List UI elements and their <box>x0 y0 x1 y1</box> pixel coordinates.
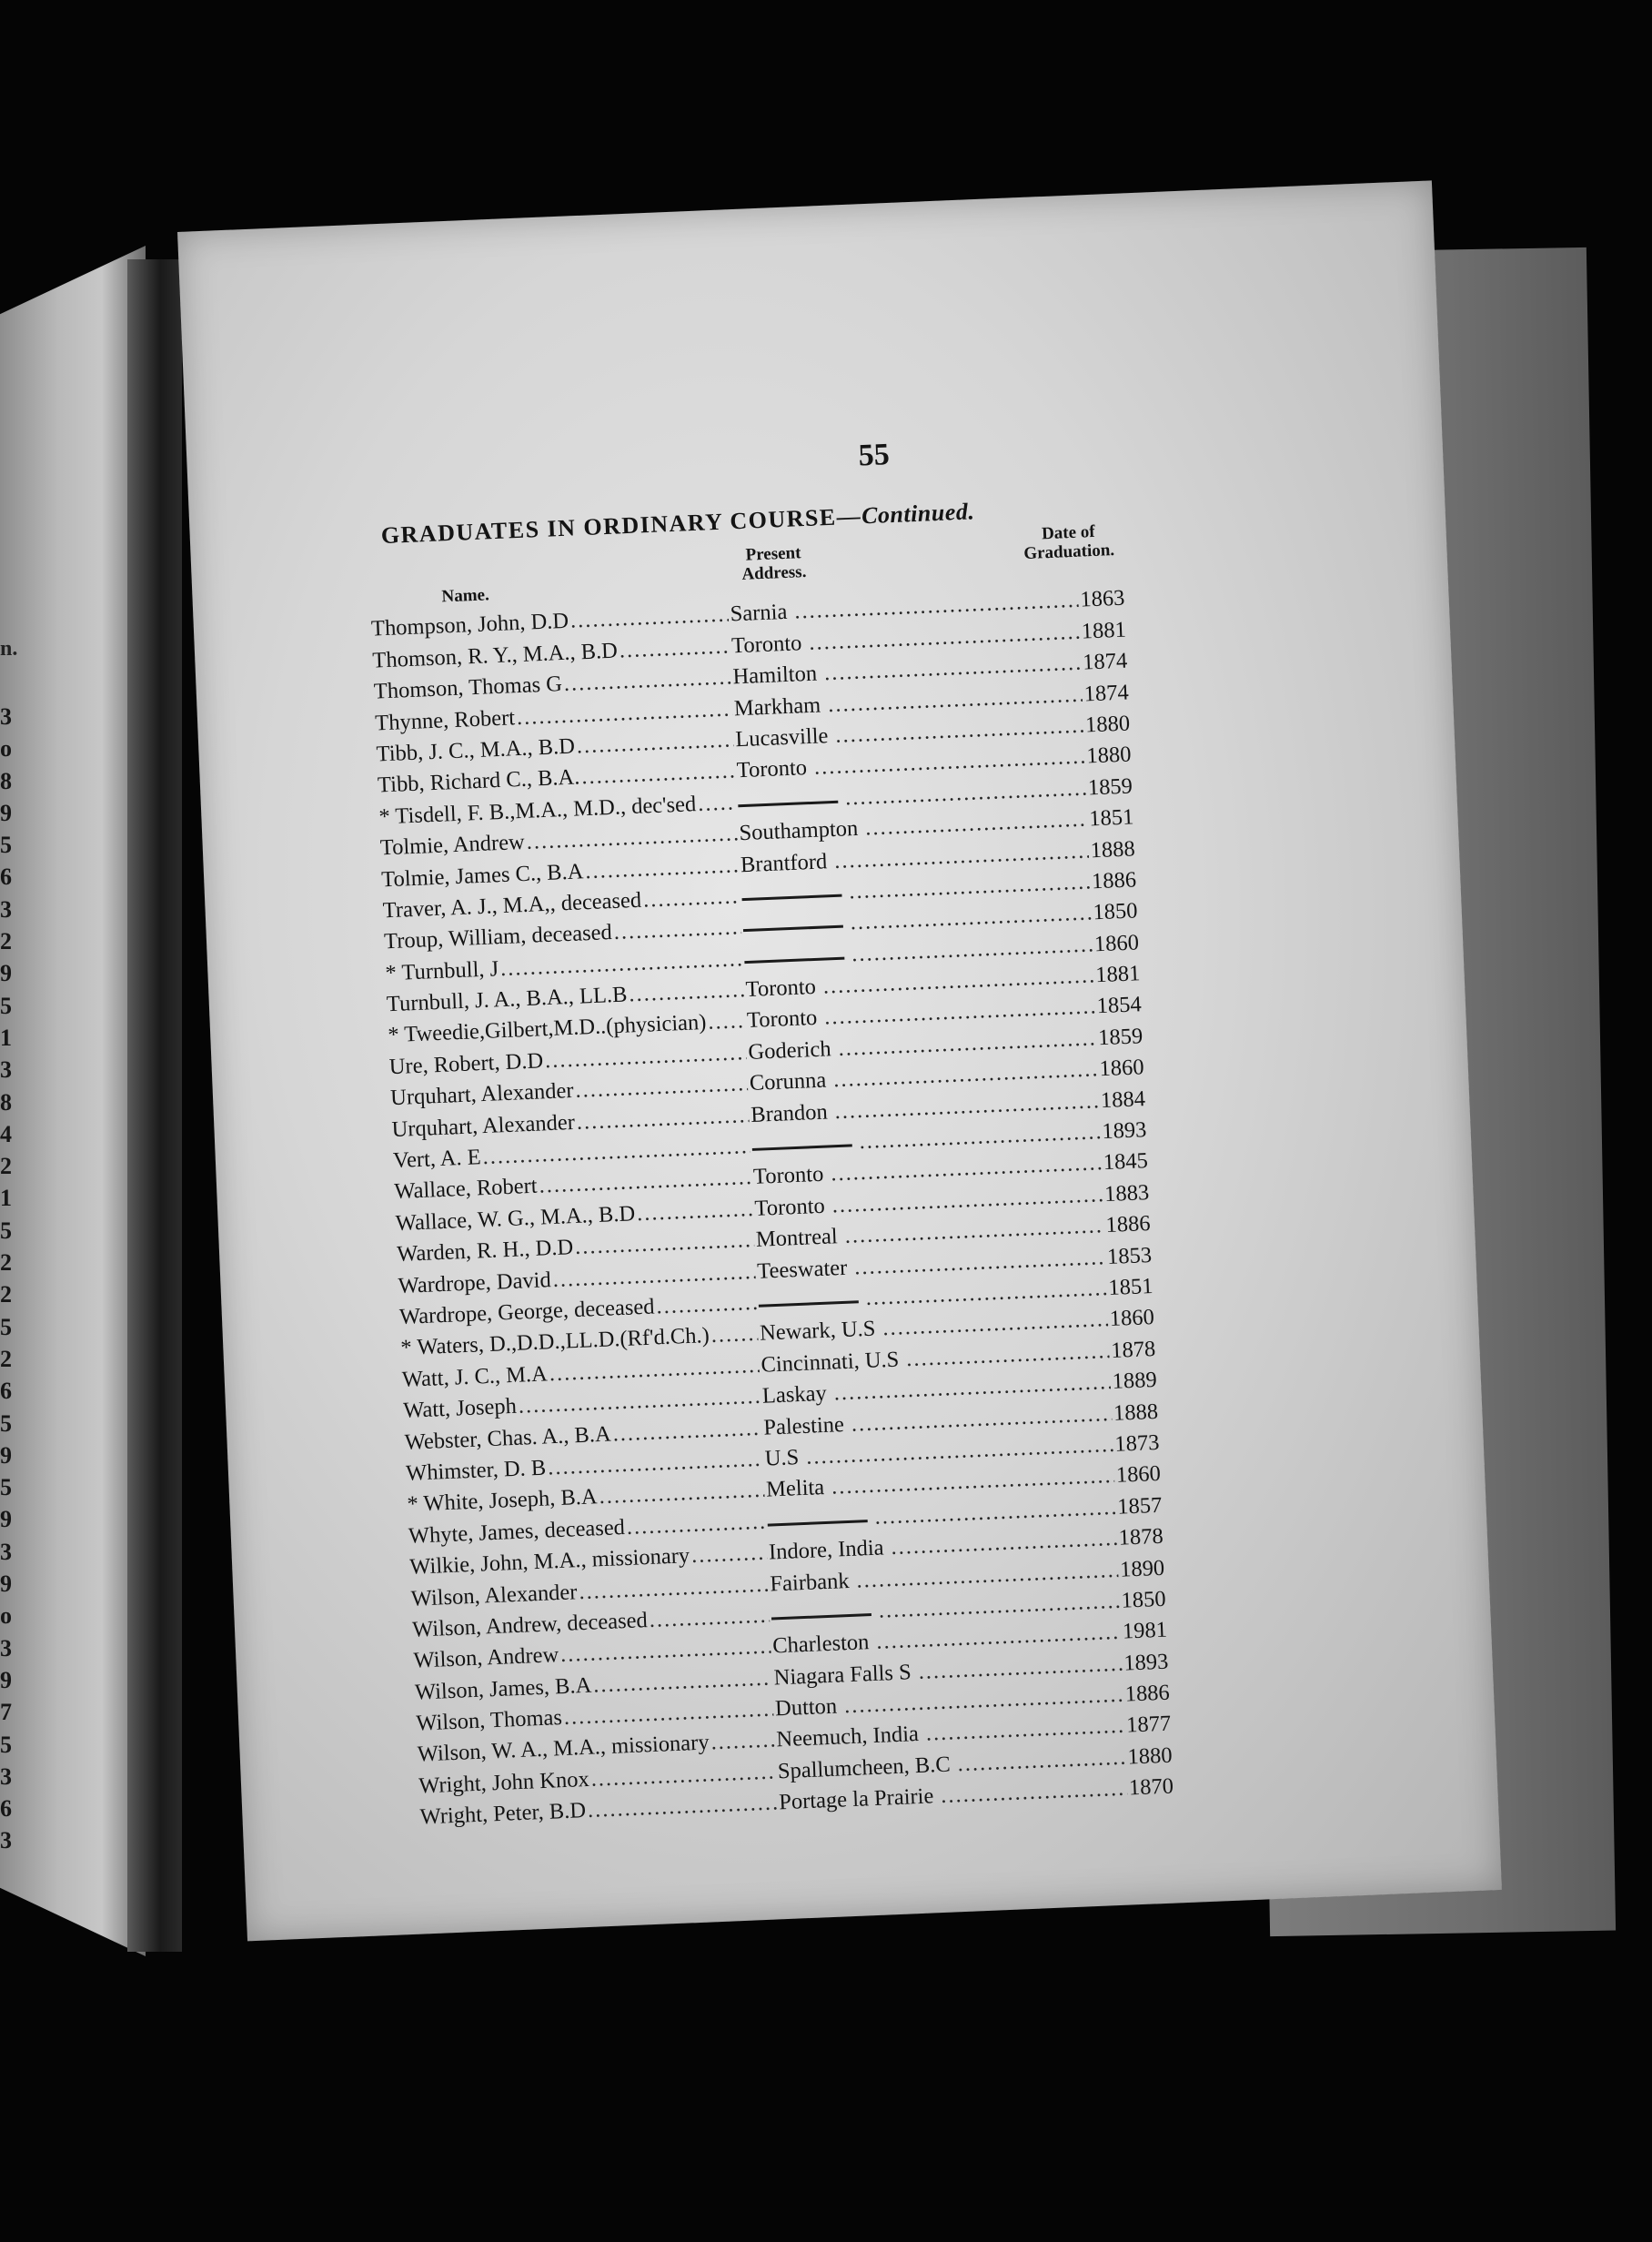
graduate-address: Toronto <box>752 1162 824 1190</box>
column-header-date <box>991 520 1147 565</box>
graduation-year: 1878 <box>1110 1336 1156 1363</box>
graduate-name: Wilson, W. A., M.A., missionary <box>417 1730 710 1768</box>
graduate-name: Warden, R. H., D.D <box>396 1235 574 1267</box>
graduation-year: 1853 <box>1106 1242 1153 1269</box>
left-page-margin-digits <box>0 701 16 1857</box>
blank-address-dash <box>742 911 843 932</box>
margin-digit: 1 <box>0 1024 12 1051</box>
graduate-name: Wright, Peter, B.D <box>419 1798 587 1830</box>
graduation-year: 1863 <box>1079 586 1125 613</box>
graduation-year: 1850 <box>1092 898 1139 925</box>
margin-digit: 5 <box>0 1409 12 1437</box>
leader-dots <box>710 1321 759 1348</box>
graduate-name: Wilson, Alexander <box>410 1579 578 1611</box>
graduate-name: Tibb, J. C., M.A., B.D <box>376 733 576 767</box>
graduate-name: Wallace, Robert <box>393 1174 539 1205</box>
graduate-name: * Turnbull, J <box>385 955 499 985</box>
blank-address-dash <box>738 785 839 806</box>
graduate-name: Traver, A. J., M.A,, deceased <box>382 887 642 924</box>
graduate-address: Laskay <box>761 1380 828 1409</box>
margin-digit: 1 <box>0 1185 12 1212</box>
margin-digit: 2 <box>0 928 12 955</box>
graduation-year: 1881 <box>1081 617 1127 644</box>
column-header-address-line-1: Present <box>745 543 801 565</box>
graduate-name: Thompson, John, D.D <box>370 609 569 642</box>
graduate-address: Toronto <box>746 1005 818 1034</box>
graduate-name: Watt, J. C., M.A <box>401 1361 549 1392</box>
leader-dots <box>637 1197 754 1227</box>
margin-digit: 2 <box>0 1153 12 1180</box>
left-facing-page <box>0 246 146 1956</box>
graduation-year: 1880 <box>1084 711 1131 738</box>
graduate-name: Wright, John Knox <box>418 1766 590 1799</box>
graduate-name: Troup, William, deceased <box>383 920 613 954</box>
blank-address-dash <box>767 1505 868 1526</box>
graduate-name: Wilson, Andrew, deceased <box>411 1607 649 1642</box>
graduate-address: Toronto <box>736 755 808 783</box>
margin-digit: 6 <box>0 1378 12 1405</box>
graduate-name: Watt, Joseph <box>402 1393 518 1424</box>
graduation-year: 1889 <box>1112 1368 1158 1395</box>
graduate-address: Brantford <box>740 848 828 877</box>
graduation-year: 1851 <box>1107 1273 1153 1300</box>
margin-digit: 3 <box>0 1762 12 1790</box>
margin-digit: 8 <box>0 1088 12 1116</box>
margin-digit: 6 <box>0 1795 12 1823</box>
margin-digit: 3 <box>0 895 12 923</box>
column-header-date-line-1: Date of <box>1041 521 1096 544</box>
graduation-year: 1874 <box>1082 648 1128 675</box>
graduate-address: U.S <box>764 1445 800 1471</box>
graduation-year: 1880 <box>1127 1742 1174 1770</box>
margin-digit: 4 <box>0 1120 12 1147</box>
leader-dots <box>649 1602 770 1632</box>
graduate-address: Lucasville <box>734 723 829 752</box>
graduation-year: 1893 <box>1101 1117 1147 1145</box>
margin-digit: 9 <box>0 1506 12 1533</box>
margin-digit: 7 <box>0 1699 12 1726</box>
graduation-year: 1854 <box>1096 992 1143 1019</box>
graduation-year: 1981 <box>1122 1617 1168 1644</box>
margin-digit: 9 <box>0 1570 12 1598</box>
column-header-address-line-2: Address. <box>741 561 807 584</box>
graduation-year: 1857 <box>1116 1492 1163 1520</box>
heading-main: GRADUATES IN ORDINARY COURSE— <box>380 502 862 550</box>
graduation-year: 1880 <box>1085 742 1132 769</box>
graduation-year: 1845 <box>1103 1148 1149 1176</box>
graduate-address: Montreal <box>755 1224 839 1253</box>
leader-dots <box>643 884 740 913</box>
leader-dots <box>587 1791 778 1824</box>
leader-dots <box>656 1290 758 1320</box>
graduation-year: 1874 <box>1083 680 1130 707</box>
margin-digit: 9 <box>0 1666 12 1693</box>
graduation-year: 1860 <box>1109 1305 1155 1332</box>
leader-dots <box>629 977 744 1007</box>
graduation-year: 1878 <box>1118 1523 1164 1550</box>
leader-dots <box>698 790 737 817</box>
graduate-address: Cincinnati, U.S <box>761 1347 900 1378</box>
margin-digit: 2 <box>0 1281 12 1308</box>
graduate-name: Vert, A. E <box>392 1145 482 1174</box>
leader-dots <box>691 1540 768 1569</box>
graduate-name: Thomson, R. Y., M.A., B.D <box>371 638 619 673</box>
graduate-name: Wallace, W. G., M.A., B.D <box>395 1201 636 1236</box>
margin-digit: 3 <box>0 1827 12 1854</box>
margin-digit: 3 <box>0 1056 12 1084</box>
graduate-name: Tolmie, James C., B.A <box>380 858 584 892</box>
graduate-name: Whimster, D. B <box>405 1455 547 1486</box>
graduate-address: Niagara Falls S <box>773 1659 912 1691</box>
graduation-year: 1886 <box>1105 1211 1152 1238</box>
graduation-year: 1888 <box>1090 835 1136 863</box>
graduate-address: Dutton <box>774 1693 838 1722</box>
graduate-address: Palestine <box>762 1411 845 1440</box>
graduate-name: Ure, Robert, D.D <box>388 1048 544 1080</box>
margin-digit: o <box>0 735 12 762</box>
leader-dots <box>613 915 741 946</box>
margin-digit: 5 <box>0 1313 12 1340</box>
graduate-name: Thomson, Thomas G <box>373 672 563 704</box>
graduate-name: Whyte, James, deceased <box>408 1514 626 1549</box>
graduate-address: Fairbank <box>769 1568 851 1597</box>
graduate-name: Thynne, Robert <box>374 704 516 736</box>
graduation-year: 1884 <box>1100 1086 1146 1113</box>
graduation-year: 1873 <box>1113 1429 1161 1457</box>
graduate-address: Portage la Prairie <box>778 1783 934 1815</box>
graduate-name: Wilson, James, B.A <box>414 1672 592 1705</box>
column-header-date-line-2: Graduation. <box>1022 540 1115 564</box>
graduate-name: Wilson, Thomas <box>415 1705 563 1736</box>
graduation-year: 1851 <box>1088 804 1134 832</box>
graduate-name: Tibb, Richard C., B.A. <box>377 764 580 798</box>
graduate-name: Urquhart, Alexander <box>389 1078 574 1111</box>
margin-mark: n. <box>0 637 18 661</box>
graduate-name: * Tweedie,Gilbert,M.D..(physician) <box>387 1010 707 1048</box>
margin-digit: 5 <box>0 992 12 1019</box>
graduation-year: 1877 <box>1125 1712 1172 1739</box>
book-gutter <box>127 259 182 1952</box>
section-heading <box>380 498 975 550</box>
graduation-year: 1890 <box>1119 1555 1165 1582</box>
blank-address-dash <box>744 942 845 963</box>
graduation-year: 1883 <box>1103 1179 1150 1207</box>
margin-digit: 5 <box>0 1731 12 1758</box>
graduate-name: Turnbull, J. A., B.A., LL.B <box>386 982 628 1017</box>
graduate-name: Wilkie, John, M.A., missionary <box>408 1543 690 1580</box>
graduation-year: 1886 <box>1124 1680 1171 1707</box>
graduation-year: 1859 <box>1087 773 1133 801</box>
graduate-address: Brandon <box>750 1099 829 1127</box>
page-number: 55 <box>857 438 891 473</box>
blank-address-dash <box>741 880 842 901</box>
graduate-name: Wilson, Andrew <box>413 1642 559 1673</box>
blank-address-dash <box>771 1599 871 1620</box>
graduation-year: 1860 <box>1115 1461 1162 1489</box>
margin-digit: 5 <box>0 1474 12 1501</box>
graduate-address: Toronto <box>745 975 817 1003</box>
graduation-year: 1870 <box>1128 1773 1174 1801</box>
graduate-address: Markham <box>733 692 821 721</box>
margin-digit: 3 <box>0 1634 12 1661</box>
margin-digit: 2 <box>0 1345 12 1372</box>
graduation-year: 1860 <box>1093 930 1140 957</box>
margin-digit: 8 <box>0 767 12 794</box>
graduates-list <box>370 577 1265 1831</box>
graduate-name: * White, Joseph, B.A <box>407 1484 599 1518</box>
graduate-name: Urquhart, Alexander <box>391 1109 576 1142</box>
graduation-year: 1881 <box>1094 961 1141 988</box>
graduate-name: Tolmie, Andrew <box>379 830 526 861</box>
graduate-name: Wardrope, David <box>398 1267 552 1298</box>
margin-digit: 3 <box>0 1538 12 1565</box>
graduate-address: Melita <box>765 1475 825 1502</box>
column-header-name: Name. <box>441 585 490 607</box>
column-header-address <box>700 541 848 586</box>
margin-digit: 3 <box>0 703 12 730</box>
graduate-address: Charleston <box>771 1630 870 1659</box>
graduate-address: Newark, U.S <box>759 1316 876 1347</box>
leader-dots <box>710 1728 775 1756</box>
graduate-address: Neemuch, India <box>775 1722 920 1752</box>
graduate-address: Indore, India <box>768 1535 885 1565</box>
book-page <box>177 180 1502 1941</box>
margin-digit: 5 <box>0 832 12 859</box>
blank-address-dash <box>758 1286 859 1307</box>
graduation-year: 1850 <box>1120 1586 1167 1613</box>
graduation-year: 1860 <box>1099 1055 1145 1082</box>
margin-digit: o <box>0 1602 12 1630</box>
margin-digit: 6 <box>0 863 12 891</box>
graduate-name: Wardrope, George, deceased <box>398 1294 655 1329</box>
graduate-address: Goderich <box>747 1036 832 1065</box>
margin-digit: 5 <box>0 1217 12 1244</box>
margin-digit: 9 <box>0 799 12 826</box>
graduate-name: Webster, Chas. A., B.A <box>404 1421 612 1455</box>
graduate-name: * Waters, D.,D.D.,LL.D.(Rf'd.Ch.) <box>399 1323 710 1361</box>
graduate-address: Southampton <box>739 816 859 846</box>
blank-address-dash <box>751 1129 852 1150</box>
margin-digit: 2 <box>0 1249 12 1277</box>
margin-digit: 9 <box>0 1441 12 1469</box>
graduate-address: Teeswater <box>756 1255 848 1284</box>
margin-digit: 9 <box>0 960 12 987</box>
graduation-year: 1888 <box>1113 1399 1159 1426</box>
leader-dots <box>941 1776 1128 1809</box>
graduate-address: Hamilton <box>732 661 818 690</box>
graduate-address: Corunna <box>749 1067 827 1096</box>
leader-dots <box>708 1009 746 1036</box>
graduate-name: * Tisdell, F. B.,M.A., M.D., dec'sed <box>378 791 697 830</box>
leader-dots <box>619 633 730 663</box>
graduation-year: 1859 <box>1097 1024 1143 1051</box>
graduation-year: 1886 <box>1091 867 1137 894</box>
graduate-address: Toronto <box>730 631 802 659</box>
heading-continued: Continued. <box>861 498 975 530</box>
graduate-address: Sarnia <box>730 600 788 627</box>
graduate-address: Toronto <box>753 1193 826 1221</box>
graduation-year: 1893 <box>1123 1649 1169 1676</box>
graduate-address: Spallumcheen, B.C <box>777 1752 952 1784</box>
